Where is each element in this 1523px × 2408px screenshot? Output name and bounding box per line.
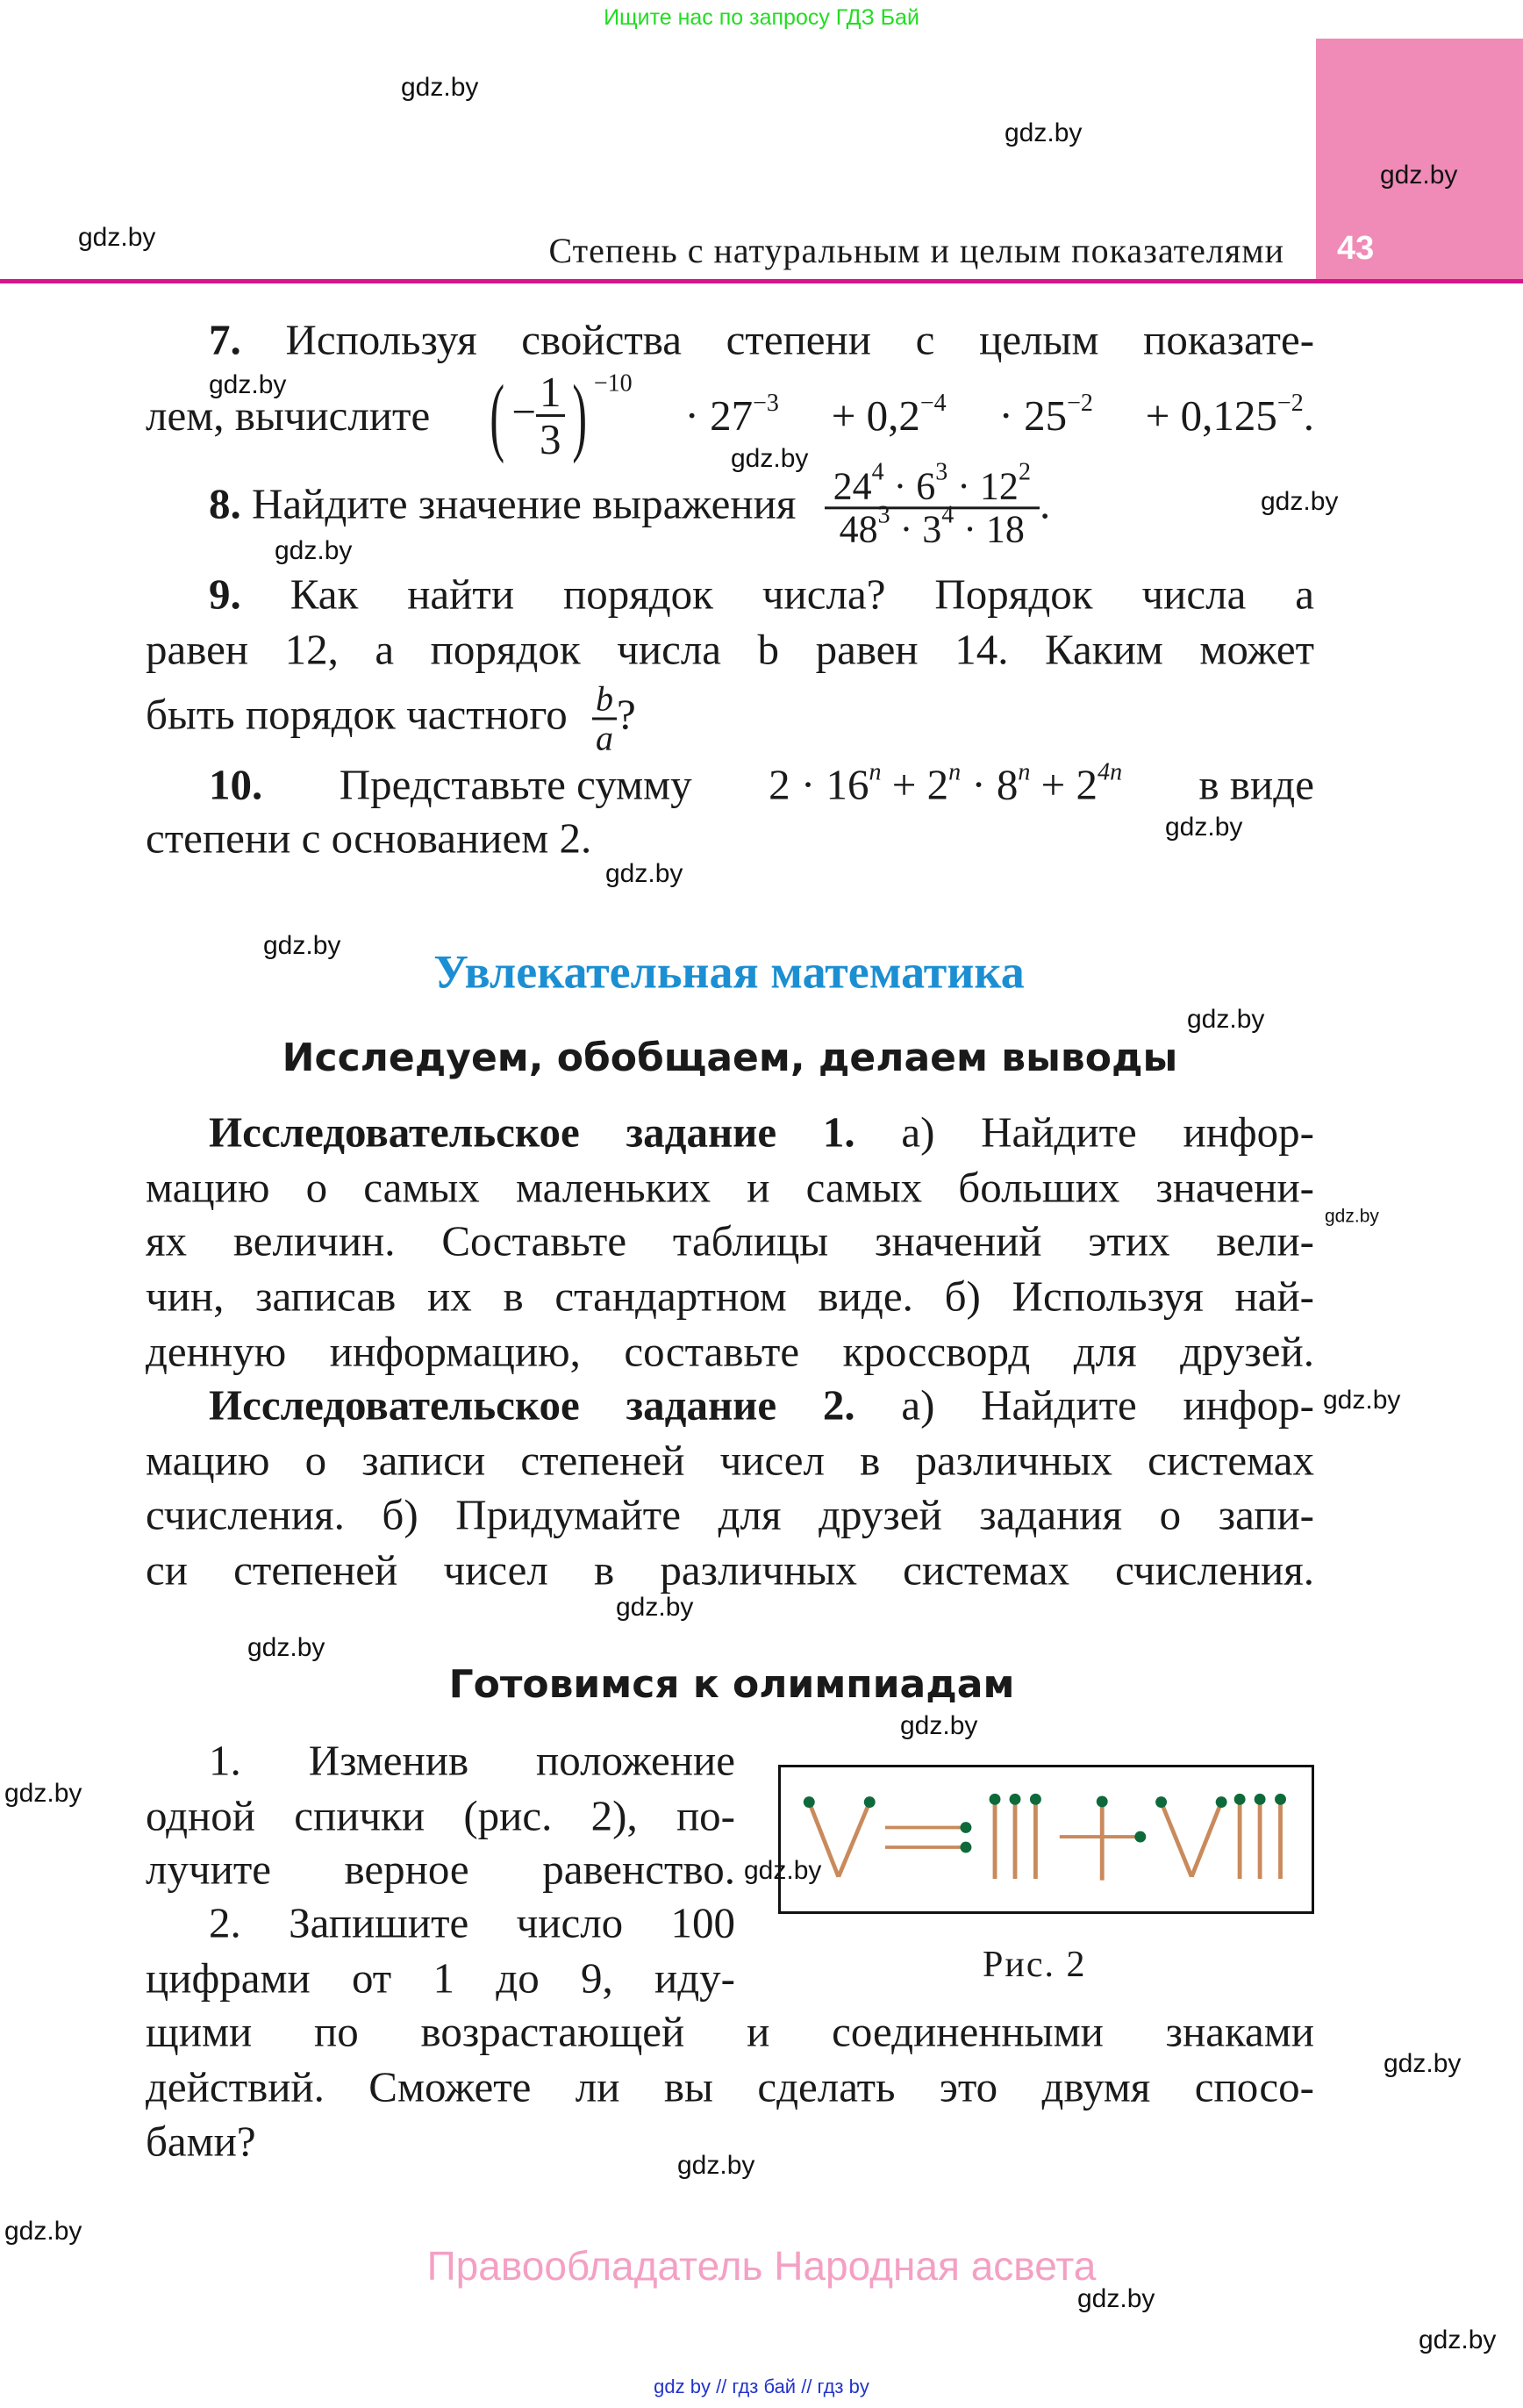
watermark: gdz.by (4, 1779, 82, 1808)
task-1-line: чин, записав их в стандартном виде. б) Используя най- (146, 1272, 1314, 1321)
task-2-line: мацию о записи степеней чисел в различных системах (146, 1436, 1314, 1485)
task-1-line: ях величин. Составьте таблицы значений этих вели- (146, 1216, 1314, 1265)
olympiad-line: 2. Запишите число 100 (209, 1898, 735, 1947)
watermark: gdz.by (1261, 487, 1339, 516)
watermark: gdz.by (275, 536, 353, 565)
figure-caption: Рис. 2 (983, 1945, 1087, 1985)
matchstick (990, 1794, 1001, 1879)
watermark: gdz.by (616, 1593, 694, 1622)
watermark: gdz.by (401, 73, 479, 102)
section-subtitle: Исследуем, обобщаем, делаем выводы (282, 1035, 1178, 1080)
watermark: gdz.by (900, 1711, 978, 1740)
exercise-9-line-1: 9. Как найти порядок числа? Порядок числа a (209, 570, 1314, 619)
olympiad-line: цифрами от 1 до 9, иду- (146, 1953, 735, 2003)
watermark: gdz.by (744, 1856, 822, 1885)
matchstick (1030, 1794, 1041, 1879)
olympiad-line: лучите верное равенство. (146, 1845, 735, 1894)
watermark: gdz.by (4, 2217, 82, 2246)
matchstick (1255, 1794, 1266, 1879)
watermark: gdz.by (1380, 161, 1458, 190)
watermark: gdz.by (731, 444, 809, 473)
olympiad-line: одной спички (рис. 2), по- (146, 1791, 735, 1840)
task-2-line: счисления. б) Придумайте для друзей задания о запи- (146, 1490, 1314, 1539)
watermark: gdz.by (1323, 1386, 1401, 1415)
matchstick-puzzle-image (781, 1767, 1312, 1911)
search-banner[interactable]: Ищите нас по запросу ГДЗ Бай (604, 5, 919, 30)
matchstick (885, 1842, 971, 1853)
task-2-line: си степеней чисел в различных системах счисления. (146, 1545, 1314, 1595)
exercise-7-line-1: 7. Используя свойства степени с целым показате- (209, 315, 1315, 364)
watermark: gdz.by (1187, 1005, 1265, 1034)
exercise-7-expression: лем, вычислите ( − $\frac{1}{3}$ ) $^{-10}$ · $27^{-3}$ + $0,2^{-4}$ · $25^{-2}$ + $0,125^{-2}$. (146, 367, 1314, 464)
watermark: gdz.by (209, 370, 287, 399)
watermark: gdz.by (605, 859, 683, 888)
matchstick (1010, 1794, 1021, 1879)
watermark: gdz.by (1384, 2049, 1462, 2078)
watermark: gdz.by (263, 931, 341, 960)
exercise-10-line-2: степени с основанием 2. (146, 813, 592, 863)
matchstick (1234, 1794, 1246, 1879)
matchstick (885, 1822, 971, 1833)
fraction: $\frac{b}{a}$ (592, 681, 617, 757)
matchstick (1275, 1794, 1286, 1879)
task-1-line: денную информацию, составьте кроссворд для друзей. (146, 1327, 1314, 1376)
task-1-line: Исследовательское задание 1. а) Найдите инфор- (209, 1107, 1314, 1157)
watermark: gdz.by (78, 223, 156, 252)
exercise-number: 7. (209, 315, 241, 364)
task-1-line: мацию о самых маленьких и самых больших значени- (146, 1163, 1314, 1212)
olympiad-line: 1. Изменив положение (209, 1736, 735, 1785)
running-title: Степень с натуральным и целым показателями (548, 231, 1284, 270)
olympiad-line: бами? (146, 2117, 256, 2166)
matchstick (1191, 1796, 1226, 1877)
matchstick (839, 1796, 876, 1877)
header-rule (0, 279, 1523, 283)
watermark: gdz.by (677, 2151, 755, 2180)
exercise-8: 8. Найдите значение выражения $\frac{24^4 \cdot 6^3 \cdot 12^2}{48^3 \cdot 3^4 \cdot 18}$ . (209, 458, 1051, 551)
exercise-9-line-2: равен 12, а порядок числа b равен 14. Каким может (146, 625, 1314, 674)
exercise-9-line-3: быть порядок частного $\frac{b}{a}$ ? (146, 678, 636, 758)
fraction: $\frac{24^4 \cdot 6^3 \cdot 12^2}{48^3 \cdot 3^4 \cdot 18}$ (825, 466, 1040, 549)
matchstick (1155, 1796, 1191, 1877)
olympiad-line: щими по возрастающей и соединенными знаками (146, 2007, 1314, 2056)
watermark: gdz.by (1419, 2326, 1497, 2354)
copyright-notice: Правообладатель Народная асвета (426, 2243, 1097, 2289)
task-2-line: Исследовательское задание 2. а) Найдите инфор- (209, 1380, 1314, 1430)
watermark: gdz.by (1077, 2284, 1155, 2313)
footer-links[interactable]: gdz by // гдз бай // гдз by (654, 2376, 869, 2397)
fraction: $\frac{1}{3}$ (536, 369, 565, 462)
olympiad-heading: Готовимся к олимпиадам (448, 1661, 1015, 1707)
section-title: Увлекательная математика (433, 945, 1025, 999)
olympiad-line: действий. Сможете ли вы сделать это двумя спосо- (146, 2062, 1314, 2111)
page-number: 43 (1337, 230, 1375, 267)
matchstick-figure (778, 1765, 1314, 1914)
exercise-10-line-1: 10. Представьте сумму $2 \cdot 16^n + 2^n \cdot 8^n + 2^{4n}$ в виде (209, 758, 1314, 809)
watermark: gdz.by (1165, 813, 1243, 842)
watermark: gdz.by (1325, 1206, 1379, 1227)
watermark: gdz.by (1005, 118, 1083, 147)
watermark: gdz.by (247, 1633, 325, 1662)
